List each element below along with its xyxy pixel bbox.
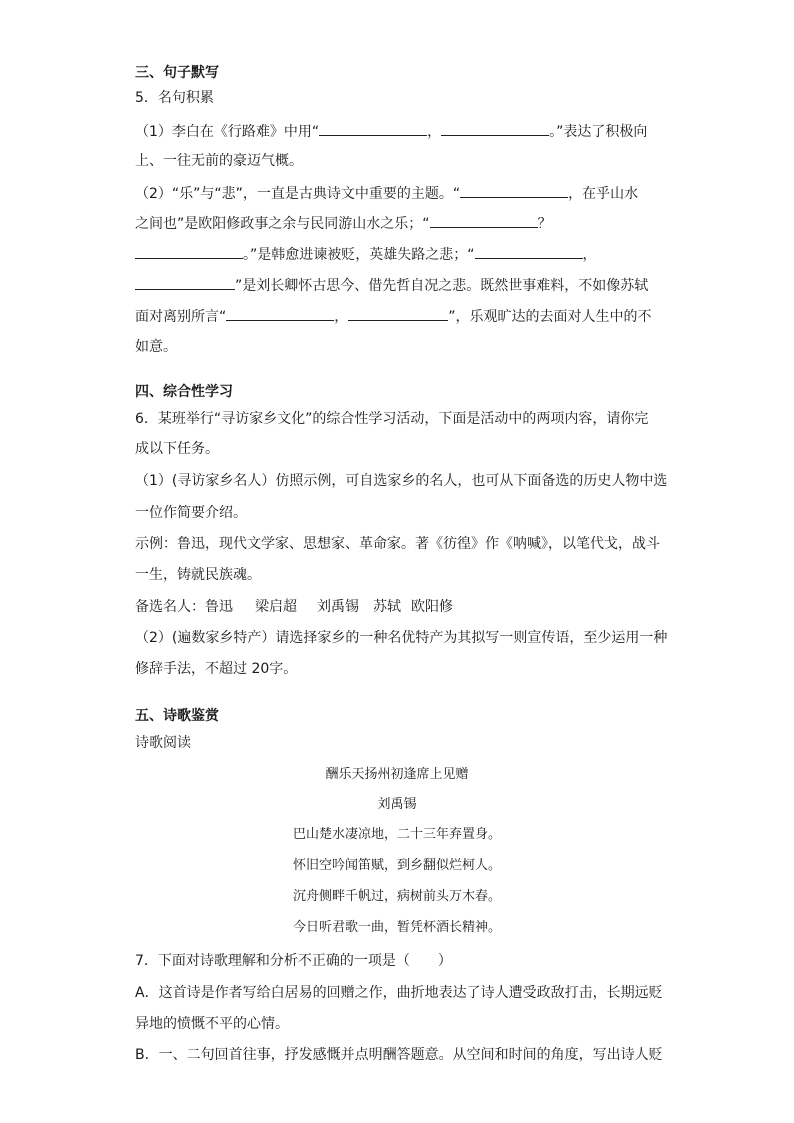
answer-blank[interactable] <box>135 275 235 290</box>
task2-line1: （2）(遍数家乡特产）请选择家乡的一种名优特产为其拟写一则宣传语，至少运用一种 <box>135 630 668 646</box>
poem-line: 今日听君歌一曲，暂凭杯酒长精神。 <box>292 920 501 935</box>
q5-part2-line1: （2）“乐”与“悲”，一直是古典诗文中重要的主题。“ ，在乎山水 <box>135 183 638 204</box>
poem-author: 刘禹锡 <box>377 797 417 812</box>
q5-title: 5．名句积累 <box>135 90 214 106</box>
q5-part2-line3: 。”是韩愈进谏被贬，英雄失路之悲；“ ， <box>135 244 597 265</box>
task2-line2: 修辞手法，不超过 20字。 <box>135 661 298 677</box>
candidate: 鲁迅 <box>205 599 233 615</box>
section5-heading: 五、诗歌鉴赏 <box>135 708 219 724</box>
option-a-line2: 异地的愤慨不平的心情。 <box>135 1016 289 1032</box>
q7-stem: 7．下面对诗歌理解和分析不正确的一项是（ ） <box>135 953 452 969</box>
section4-heading: 四、综合性学习 <box>135 384 233 400</box>
q6-line2: 成以下任务。 <box>135 441 219 457</box>
poem-reading-label: 诗歌阅读 <box>135 735 191 751</box>
candidate: 欧阳修 <box>411 599 453 615</box>
q5-part2-line2: 之间也”是欧阳修政事之余与民同游山水之乐；“ ？ <box>135 213 552 234</box>
option-b-line1[interactable]: B．一、二句回首往事，抒发感慨并点明酬答题意。从空间和时间的角度，写出诗人贬 <box>135 1047 663 1063</box>
poem-title: 酬乐天扬州初逢席上见赠 <box>325 767 469 782</box>
option-a-line1[interactable]: A．这首诗是作者写给白居易的回赠之作，曲折地表达了诗人遭受政敌打击，长期远贬 <box>135 985 663 1001</box>
candidate: 苏轼 <box>373 599 401 615</box>
q5-part2-line4: ”是刘长卿怀古思今、借先哲自况之悲。既然世事难料，不如像苏轼 <box>135 275 648 296</box>
answer-blank[interactable] <box>441 121 549 136</box>
answer-blank[interactable] <box>226 306 334 321</box>
answer-blank[interactable] <box>475 244 583 259</box>
answer-blank[interactable] <box>460 183 568 198</box>
answer-blank[interactable] <box>135 244 243 259</box>
answer-blank[interactable] <box>319 121 427 136</box>
section3-heading: 三、句子默写 <box>135 65 219 81</box>
answer-blank[interactable] <box>348 306 448 321</box>
task1-line2: 一位作简要介绍。 <box>135 505 247 521</box>
poem-line: 怀旧空吟闻笛赋，到乡翻似烂柯人。 <box>292 858 501 873</box>
candidate: 梁启超 <box>255 599 297 615</box>
example-line1: 示例：鲁迅，现代文学家、思想家、革命家。著《彷徨》作《呐喊》，以笔代戈，战斗 <box>135 536 660 552</box>
task1-line1: （1）(寻访家乡名人）仿照示例，可自选家乡的名人，也可从下面备选的历史人物中选 <box>135 473 668 489</box>
q5-part2-line6: 如意。 <box>135 339 177 355</box>
candidate: 刘禹锡 <box>317 599 359 615</box>
q5-part1-line2: 上、一往无前的豪迈气概。 <box>135 153 303 169</box>
q5-part2-line5: 面对离别所言“ ， ”，乐观旷达的去面对人生中的不 <box>135 306 652 327</box>
candidates-line: 备选名人：鲁迅 梁启超 刘禹锡 苏轼 欧阳修 <box>135 599 453 615</box>
example-line2: 一生，铸就民族魂。 <box>135 567 261 583</box>
q6-line1: 6．某班举行“寻访家乡文化”的综合性学习活动，下面是活动中的两项内容，请你完 <box>135 411 649 427</box>
answer-blank[interactable] <box>430 213 538 228</box>
poem-line: 沉舟侧畔千帆过，病树前头万木春。 <box>292 889 501 904</box>
q5-part1-line1: （1）李白在《行路难》中用“ ， 。”表达了积极向 <box>135 121 647 142</box>
poem-line: 巴山楚水凄凉地，二十三年弃置身。 <box>292 827 501 842</box>
